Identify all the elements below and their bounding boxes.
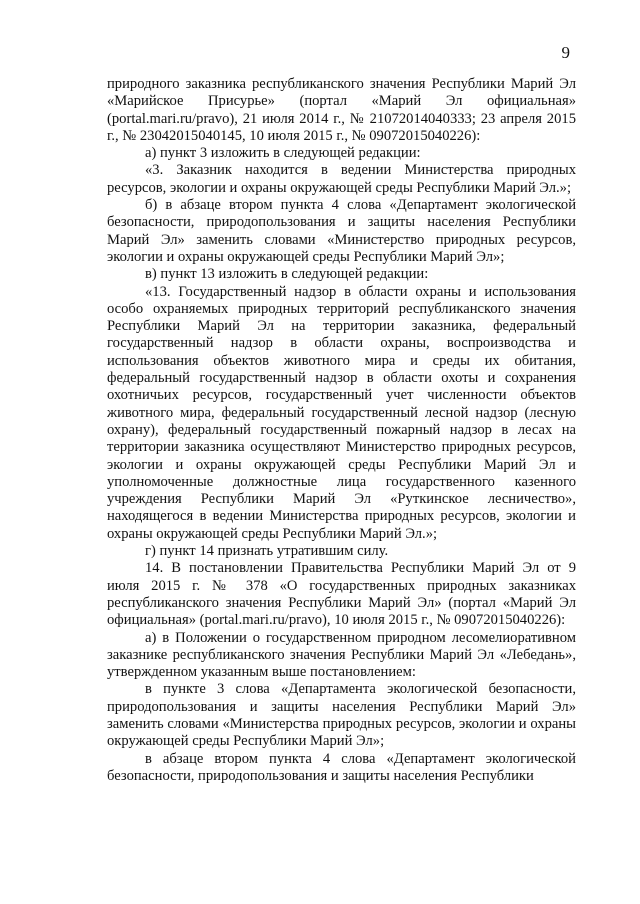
paragraph-item-v: в) пункт 13 изложить в следующей редакции: [145,266,429,283]
paragraph-point-3-change: в пункте 3 слова «Департамента экологической безопасности, природопользования и защиты населения Республики Марий Эл» заменить словами «Министерства природных ресурсов, экологии и охраны окружающей среды Республики Марий Эл»; [107,681,576,750]
paragraph-continuation: природного заказника республиканского значения Республики Марий Эл «Марийское Присурье» (портал «Марий Эл официальная» (portal.mari.ru/pravo), 21 июля 2014 г., № 21072014040333; 23 апреля 2015 г., № 23042015040145, 10 июля 2015 г., № 09072015040226): [107,76,576,144]
paragraph-quote-13: «13. Государственный надзор в области охраны и использования особо охраняемых природных территорий республиканского значения Республики Марий Эл на территории заказника, федеральный государственный надзор в области охраны, воспроизводства и использования объектов животного мира и среды их обитания, федеральный государственный надзор в области охоты и сохранения охотничьих ресурсов, государственный учет численности объектов животного мира, федеральный государственный лесной надзор (лесную охрану), федеральный государственный пожарный надзор в лесах на территории заказника осуществляют Министерство природных ресурсов, экологии и охраны окружающей среды Республики Марий Эл и уполномоченные должностные лица государственного казенного учреждения Республики Марий Эл «Руткинское лесничество», находящегося в ведении Министерства природных ресурсов, экологии и охраны окружающей среды Республики Марий Эл.»; [107,283,576,542]
paragraph-item-a: а) пункт 3 изложить в следующей редакции: [145,145,421,162]
paragraph-item-g: г) пункт 14 признать утратившим силу. [145,543,389,560]
paragraph-section-14-a: а) в Положении о государственном природном лесомелиоративном заказнике республиканского значения Республики Марий Эл «Лебедань», утвержденном указанным выше постановлением: [107,629,576,681]
page-number: 9 [561,43,570,62]
paragraph-section-14: 14. В постановлении Правительства Республики Марий Эл от 9 июля 2015 г. № 378 «О государственных природных заказниках республиканского значения Республики Марий Эл» (портал «Марий Эл официальная» (portal.mari.ru/pravo), 10 июля 2015 г., № 09072015040226): [107,560,576,629]
paragraph-point-4-change: в абзаце втором пункта 4 слова «Департамент экологической безопасности, природопользования и защиты населения Республики [107,750,576,784]
paragraph-quote-3: «3. Заказник находится в ведении Министерства природных ресурсов, экологии и охраны окружающей среды Республики Марий Эл.»; [107,162,576,196]
paragraph-item-b: б) в абзаце втором пункта 4 слова «Департамент экологической безопасности, природопользования и защиты населения Республики Марий Эл» заменить словами «Министерство природных ресурсов, экологии и охраны окружающей среды Республики Марий Эл»; [107,197,576,265]
document-body [107,76,576,785]
